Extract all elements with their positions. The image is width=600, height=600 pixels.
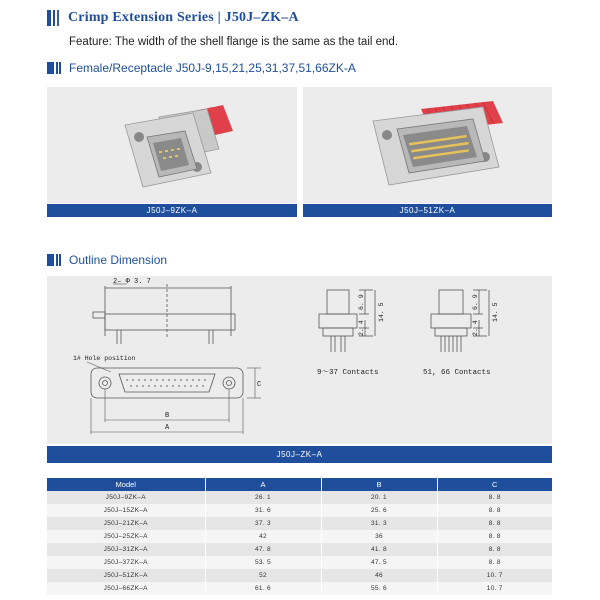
section-title-female: Female/Receptacle J50J-9,15,21,25,31,37,51,66ZK-A [69,61,356,75]
dim-69-label-1: 6. 9 [358,294,365,310]
cell-c: 10. 7 [437,582,552,595]
dim-24-label-1: 2. 4 [358,320,365,336]
table-row [47,543,552,556]
section-bars-icon [47,62,61,74]
cell-a: 61. 6 [205,582,321,595]
hole-position-label: 1# Hole position [73,355,136,362]
cell-model: J50J–51ZK–A [47,569,205,582]
outline-caption: J50J–ZK–A [47,446,552,463]
cell-c: 8. 8 [437,556,552,569]
header-model: Model [47,478,205,491]
cell-c: 8. 8 [437,530,552,543]
cell-model: J50J–21ZK–A [47,517,205,530]
cell-model: J50J–9ZK–A [47,491,205,504]
cell-a: 37. 3 [205,517,321,530]
cell-a: 42 [205,530,321,543]
dim-c-label: C [257,381,262,389]
cell-model: J50J–31ZK–A [47,543,205,556]
photo-caption-51zk: J50J–51ZK–A [303,204,552,217]
cell-a: 53. 5 [205,556,321,569]
product-photo-9zk [47,87,297,203]
contacts-label-1: 9～37 Contacts [317,369,379,377]
table-row [47,569,552,582]
cell-model: J50J–37ZK–A [47,556,205,569]
spec-table [47,478,552,595]
header-a: A [205,478,321,491]
cell-b: 47. 5 [321,556,437,569]
table-row [47,504,552,517]
cell-a: 52 [205,569,321,582]
feature-text: Feature: The width of the shell flange is the same as the tail end. [69,36,399,48]
cell-b: 41. 8 [321,543,437,556]
cell-b: 20. 1 [321,491,437,504]
table-row [47,556,552,569]
product-photo-51zk [303,87,552,203]
hole-dim-label: 2– Φ 3. 7 [113,278,151,286]
outline-drawing [47,276,552,444]
dim-b-label: B [165,412,170,420]
dim-145-label-2: 14. 5 [492,302,499,322]
cell-model: J50J–15ZK–A [47,504,205,517]
table-row [47,491,552,504]
cell-c: 10. 7 [437,569,552,582]
connector-9zk-image [47,87,297,203]
cell-a: 26. 1 [205,491,321,504]
table-row [47,530,552,543]
cell-model: J50J–66ZK–A [47,582,205,595]
outline-drawing-svg [47,276,552,444]
section-bars-icon [47,254,61,266]
cell-b: 25. 6 [321,504,437,517]
photo-caption-9zk: J50J–9ZK–A [47,204,297,217]
cell-model: J50J–25ZK–A [47,530,205,543]
cell-c: 8. 8 [437,504,552,517]
cell-b: 36 [321,530,437,543]
cell-c: 8. 8 [437,517,552,530]
dim-69-label-2: 6. 9 [472,294,479,310]
header-b: B [321,478,437,491]
cell-a: 31. 6 [205,504,321,517]
page-title: Crimp Extension Series | J50J–ZK–A [68,10,299,25]
cell-c: 8. 8 [437,491,552,504]
table-header-row [47,478,552,491]
title-bars-icon [47,10,63,26]
cell-c: 8. 8 [437,543,552,556]
section-title-outline: Outline Dimension [69,253,168,267]
header-c: C [437,478,552,491]
cell-b: 46 [321,569,437,582]
cell-b: 31. 3 [321,517,437,530]
dim-145-label-1: 14. 5 [378,302,385,322]
cell-b: 55. 6 [321,582,437,595]
contacts-label-2: 51, 66 Contacts [423,369,491,377]
dim-24-label-2: 2. 4 [472,320,479,336]
cell-a: 47. 8 [205,543,321,556]
connector-51zk-image [303,87,552,203]
dim-a-label: A [165,424,170,432]
table-row [47,582,552,595]
table-row [47,517,552,530]
